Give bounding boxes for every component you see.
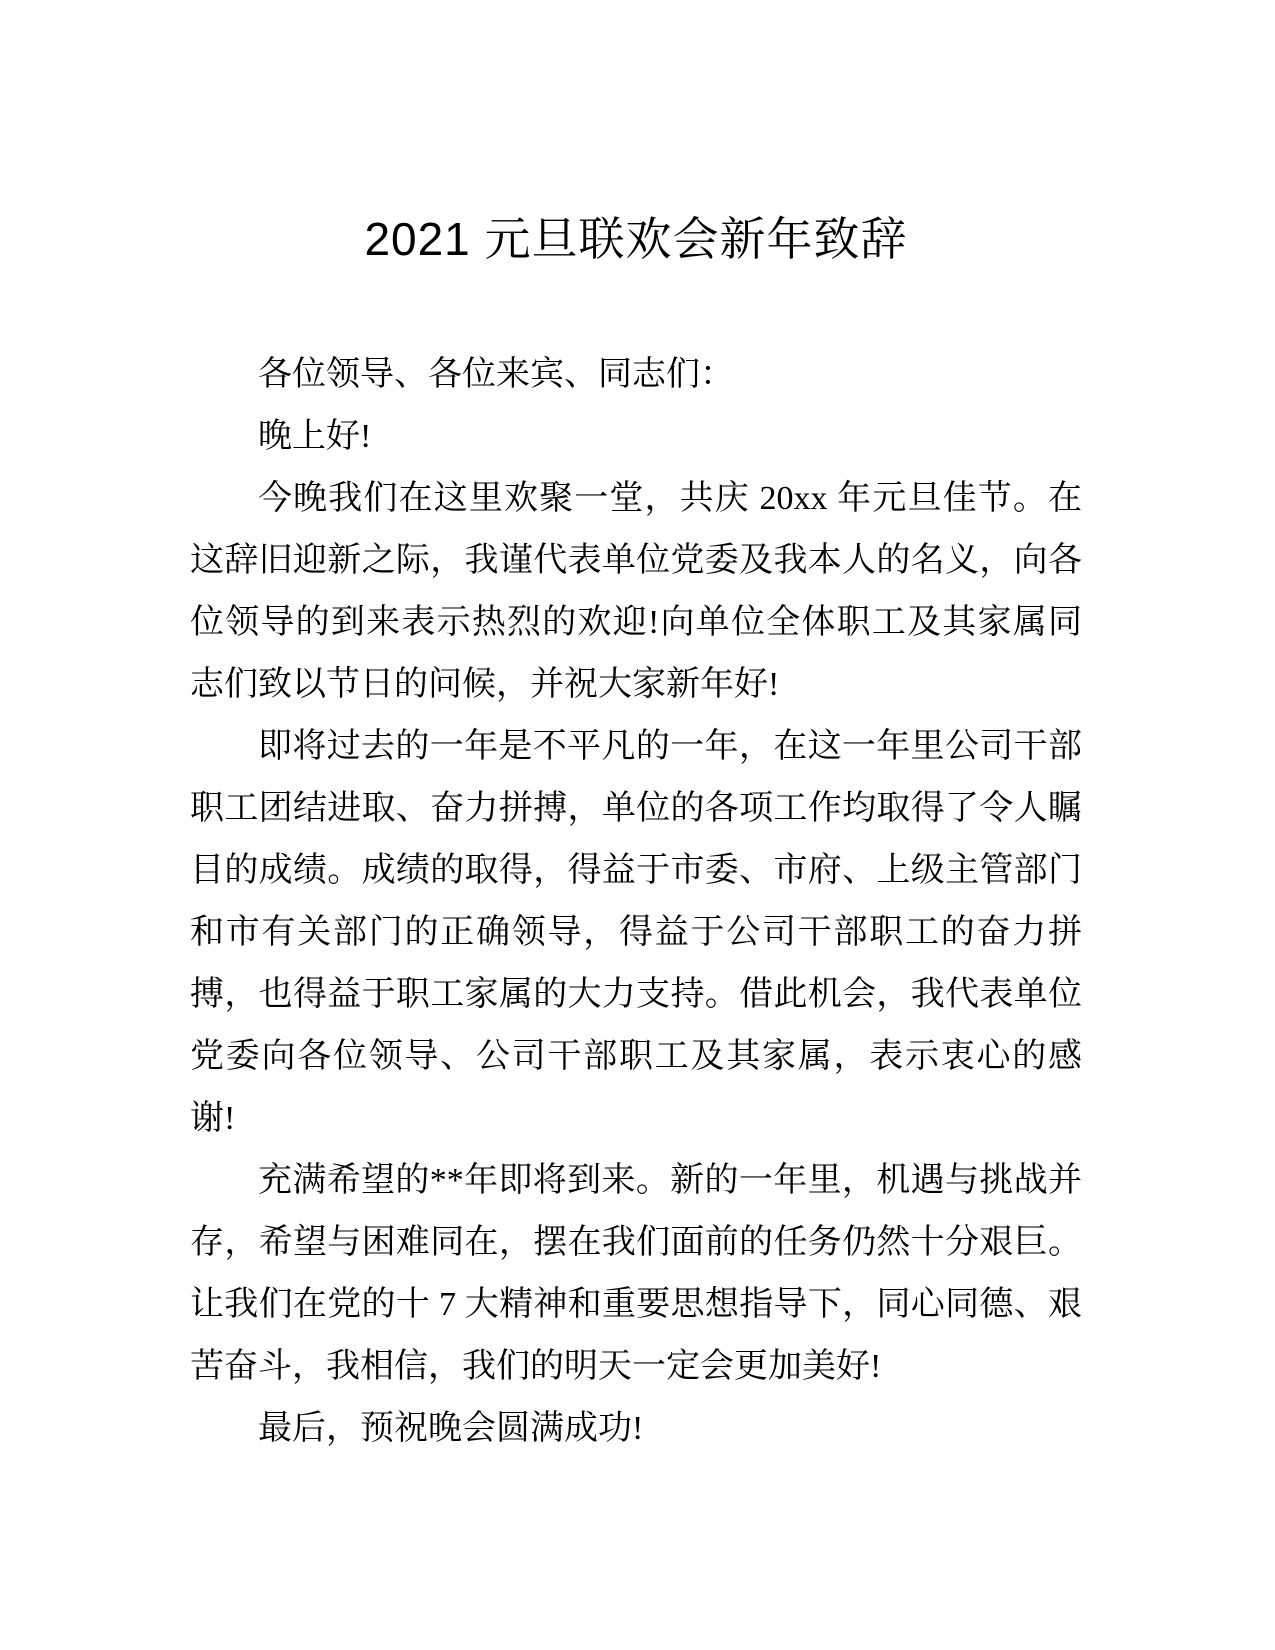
- paragraph-greeting: 晚上好!: [258, 418, 372, 455]
- paragraph-salutation: 各位领导、各位来宾、同志们：: [258, 356, 734, 393]
- paragraph-welcome: 今晚我们在这里欢聚一堂，共庆 20xx 年元旦佳节。在这辞旧迎新之际，我谨代表单位党委及我本人的名义，向各位领导的到来表示热烈的欢迎!向单位全体职工及其家属同志们致以节日的问候，并祝大家新年好!: [190, 480, 1082, 703]
- paragraph-new-year-outlook: 充满希望的**年即将到来。新的一年里，机遇与挑战并存，希望与困难同在，摆在我们面前的任务仍然十分艰巨。让我们在党的十 7 大精神和重要思想指导下，同心同德、艰苦奋斗，我相信，我们的明天一定会更加美好!: [190, 1162, 1082, 1385]
- paragraph-year-review: 即将过去的一年是不平凡的一年，在这一年里公司干部职工团结进取、奋力拼搏，单位的各项工作均取得了令人瞩目的成绩。成绩的取得，得益于市委、市府、上级主管部门和市有关部门的正确领导，得益于公司干部职工的奋力拼搏，也得益于职工家属的大力支持。借此机会，我代表单位党委向各位领导、公司干部职工及其家属，表示衷心的感谢!: [190, 728, 1082, 1137]
- document-title: 2021 元旦联欢会新年致辞: [364, 213, 908, 265]
- paragraph-closing-wish: 最后，预祝晚会圆满成功!: [258, 1410, 644, 1447]
